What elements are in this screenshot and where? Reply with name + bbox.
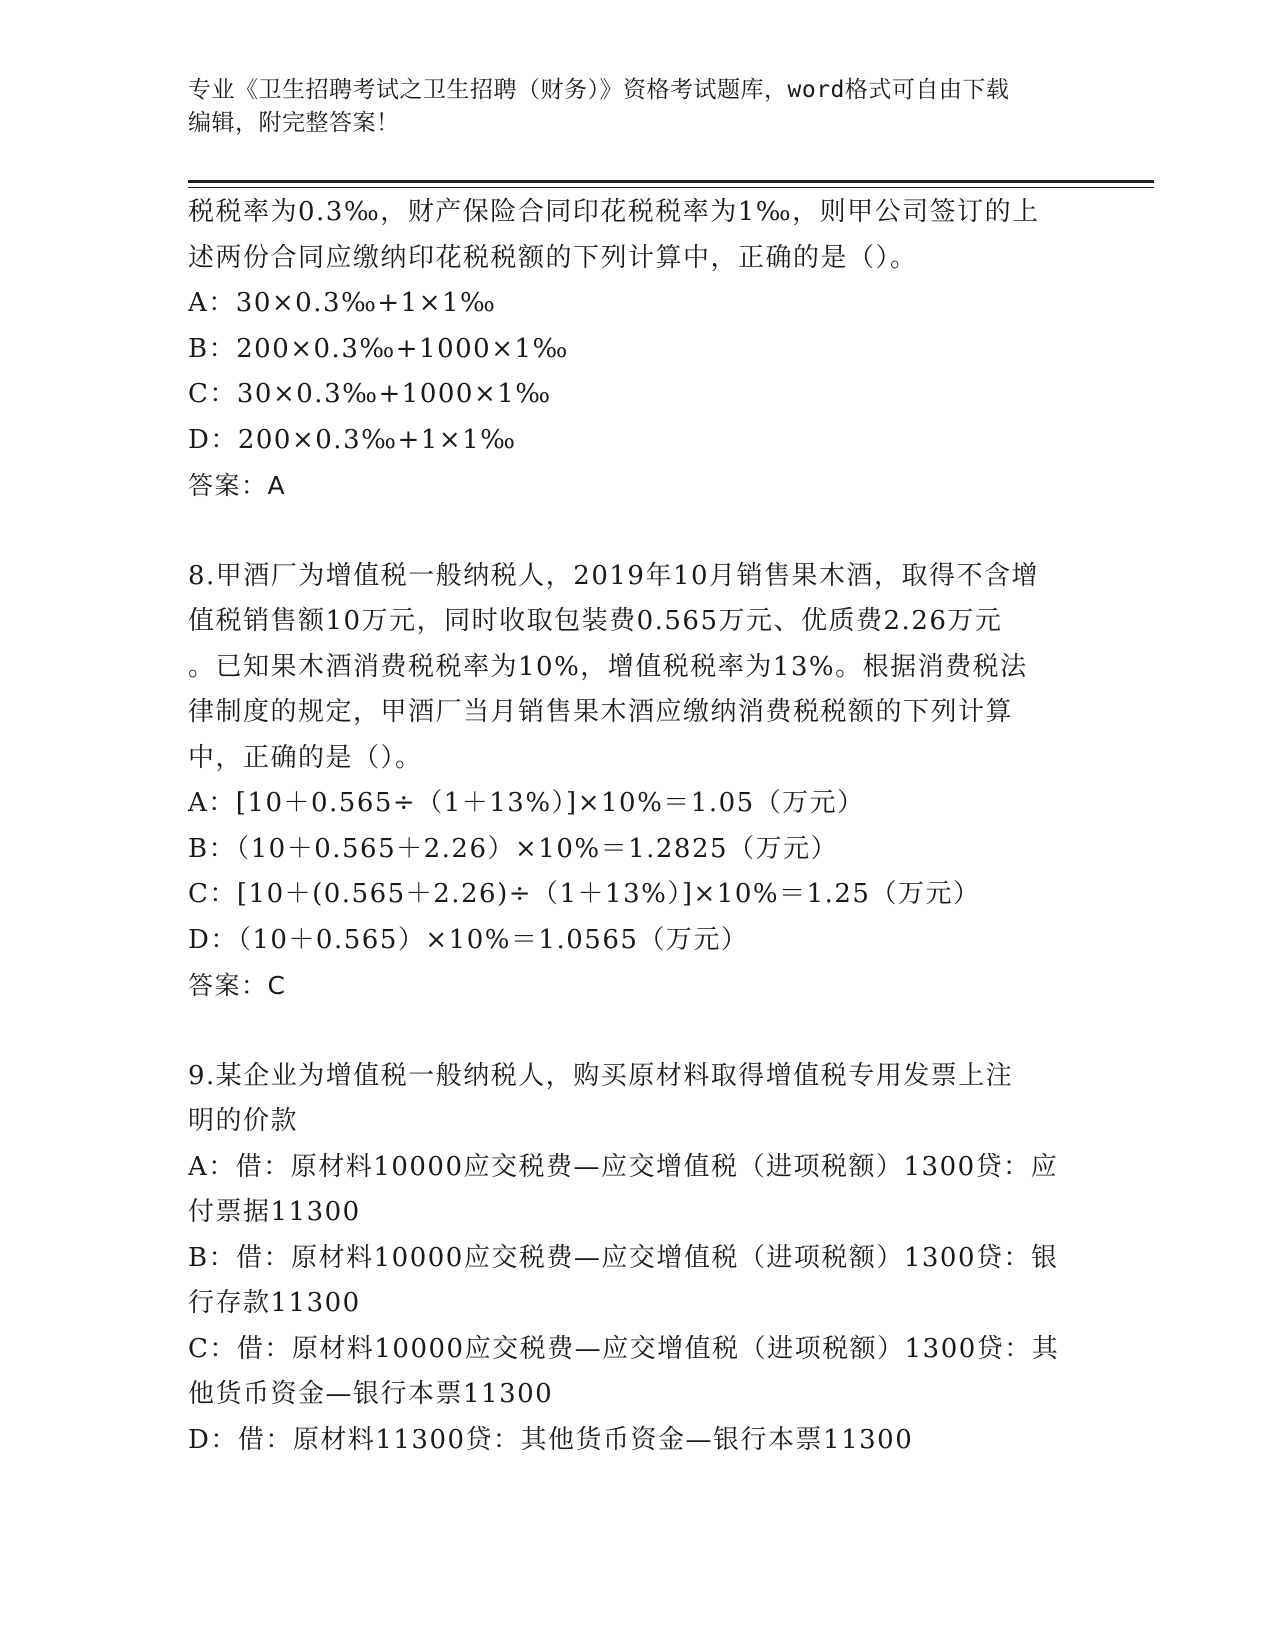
question-text-line: 值税销售额10万元，同时收取包装费0.565万元、优质费2.26万元 xyxy=(188,606,1003,636)
answer-label: 答案：C xyxy=(188,971,287,1000)
question-8 xyxy=(188,554,1088,1009)
question-text-line: 中，正确的是（）。 xyxy=(188,742,423,773)
option-d: D：（10＋0.565）×10%＝1.0565（万元） xyxy=(188,924,749,955)
spacer xyxy=(188,1009,1088,1054)
option-a: A：借：原材料10000应交税费—应交增值税（进项税额）1300贷：应 xyxy=(188,1151,1059,1182)
question-text-line: 明的价款 xyxy=(188,1106,299,1136)
document-header xyxy=(188,74,1068,140)
option-a: A：30×0.3‰+1×1‰ xyxy=(188,288,497,318)
question-7 xyxy=(188,190,1088,509)
option-b: B：借：原材料10000应交税费—应交增值税（进项税额）1300贷：银 xyxy=(188,1242,1059,1273)
option-d: D：200×0.3‰+1×1‰ xyxy=(188,424,517,455)
option-a-continued: 付票据11300 xyxy=(188,1197,361,1227)
header-line-2: 编辑，附完整答案！ xyxy=(188,110,400,136)
answer-label: 答案：A xyxy=(188,471,287,500)
question-9 xyxy=(188,1054,1088,1464)
question-text-line: 述两份合同应缴纳印花税税额的下列计算中，正确的是（）。 xyxy=(188,242,918,273)
option-c: C：借：原材料10000应交税费—应交增值税（进项税额）1300贷：其 xyxy=(188,1333,1060,1364)
question-text-line: 税税率为0.3‰，财产保险合同印花税税率为1‰，则甲公司签订的上 xyxy=(188,197,1040,227)
option-a: A：[10＋0.565÷（1＋13%）]×10%＝1.05（万元） xyxy=(188,788,865,818)
option-c-continued: 他货币资金—银行本票11300 xyxy=(188,1379,554,1409)
question-text-line: 。已知果木酒消费税税率为10%，增值税税率为13%。根据消费税法 xyxy=(188,651,1028,682)
option-d: D：借：原材料11300贷：其他货币资金—银行本票11300 xyxy=(188,1424,914,1455)
option-c: C：[10＋(0.565＋2.26)÷（1＋13%）]×10%＝1.25（万元） xyxy=(188,879,981,909)
header-divider-thick xyxy=(188,180,1154,183)
header-divider-thin xyxy=(188,187,1154,188)
option-c: C：30×0.3‰+1000×1‰ xyxy=(188,379,552,409)
question-text-line: 8.甲酒厂为增值税一般纳税人，2019年10月销售果木酒，取得不含增 xyxy=(188,560,1040,591)
option-b: B：（10＋0.565＋2.26）×10%＝1.2825（万元） xyxy=(188,833,839,864)
header-line-1: 专业《卫生招聘考试之卫生招聘（财务）》资格考试题库，word格式可自由下载 xyxy=(188,77,1010,103)
option-b: B：200×0.3‰+1000×1‰ xyxy=(188,333,569,364)
spacer xyxy=(188,509,1088,554)
question-text-line: 9.某企业为增值税一般纳税人，购买原材料取得增值税专用发票上注 xyxy=(188,1060,1014,1091)
option-b-continued: 行存款11300 xyxy=(188,1288,361,1318)
question-content xyxy=(188,190,1088,1463)
question-text-line: 律制度的规定，甲酒厂当月销售果木酒应缴纳消费税税额的下列计算 xyxy=(188,697,1014,727)
